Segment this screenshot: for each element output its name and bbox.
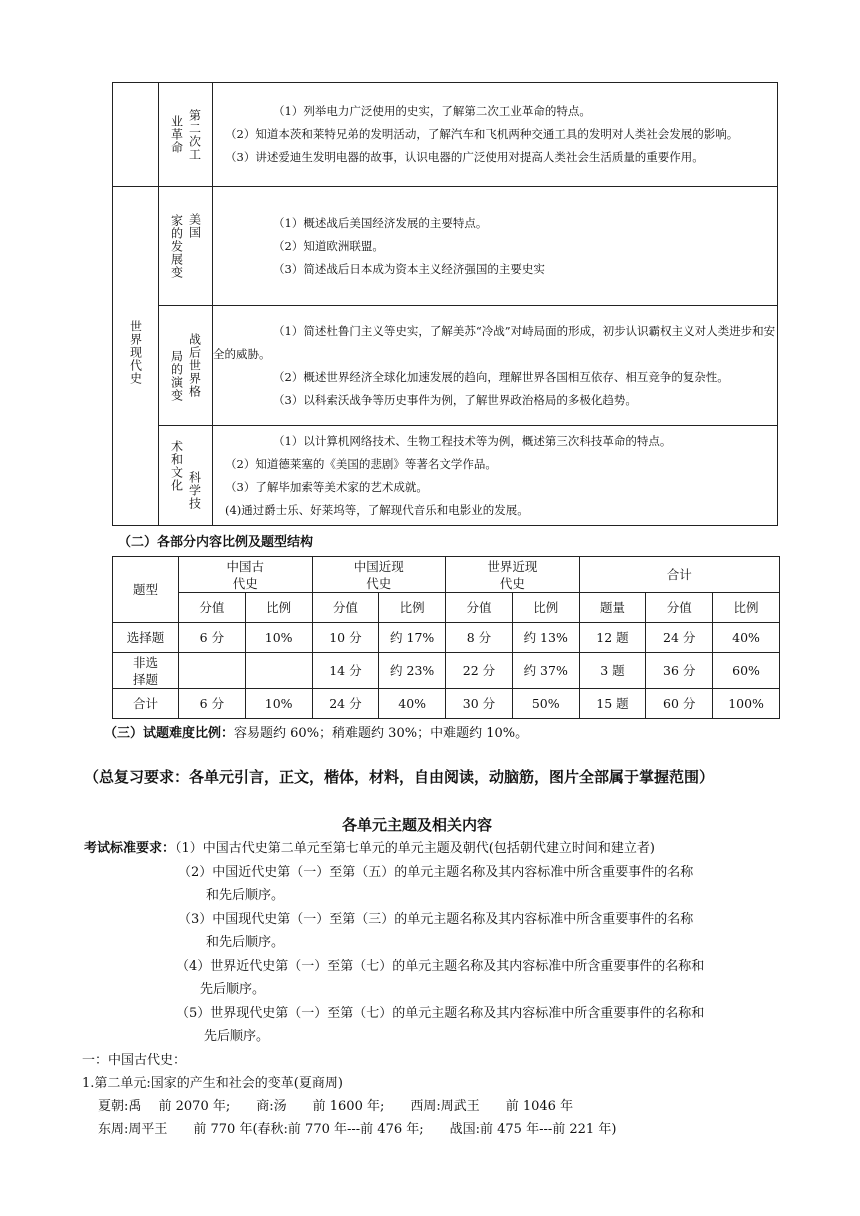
sub-header: 题量	[579, 593, 646, 623]
review-requirement: （总复习要求：各单元引言，正文，楷体，材料，自由阅读，动脑筋，图片全部属于掌握范围）	[84, 768, 715, 786]
table-cell: 22 分	[446, 653, 513, 689]
table-cell: 60 分	[646, 689, 713, 719]
group-header: 世界近现代史	[446, 557, 580, 593]
requirements-cell	[213, 83, 778, 187]
row-label: 合计	[113, 689, 179, 719]
dynasty-line: 东周:周平王 前 770 年(春秋:前 770 年---前 476 年; 战国:前 475 年---前 221 年)	[98, 1122, 617, 1137]
table-cell: 约 13%	[512, 623, 579, 653]
table-row	[113, 83, 778, 187]
table-row	[113, 557, 780, 593]
requirements-cell	[213, 426, 778, 526]
exam-std-label: 考试标准要求：	[84, 841, 176, 856]
table-row	[113, 306, 778, 426]
requirements-cell	[213, 187, 778, 306]
unit2-heading: 1.第二单元:国家的产生和社会的变革(夏商周)	[82, 1076, 343, 1091]
exam-std-item: （3）中国现代史第（一）至第（三）的单元主题名称及其内容标准中所含重要事件的名称	[178, 912, 694, 927]
era-cell	[113, 187, 159, 526]
sub-header: 分值	[446, 593, 513, 623]
sub-header: 分值	[179, 593, 246, 623]
table-cell: 10%	[245, 623, 312, 653]
table-cell: 24 分	[646, 623, 713, 653]
exam-std-item: 先后顺序。	[200, 982, 266, 997]
part1-heading: 一：中国古代史：	[82, 1053, 187, 1068]
sub-header: 比例	[512, 593, 579, 623]
table-cell: 10%	[245, 689, 312, 719]
table-cell: 约 17%	[379, 623, 446, 653]
unit-label-part2: 业革命	[169, 115, 184, 154]
ratio-table	[112, 556, 780, 719]
topics-title: 各单元主题及相关内容	[342, 816, 493, 834]
table-cell: 40%	[379, 689, 446, 719]
table-cell: 50%	[512, 689, 579, 719]
dynasty-line: 夏朝:禹 前 2070 年; 商:汤 前 1600 年; 西周:周武王 前 1046 年	[98, 1099, 574, 1114]
table-cell: 30 分	[446, 689, 513, 719]
difficulty-line	[104, 722, 528, 741]
req-item: （1）列举电力广泛使用的史实，了解第二次工业革命的特点。	[273, 104, 591, 118]
table-cell: 约 23%	[379, 653, 446, 689]
table-cell: 约 37%	[512, 653, 579, 689]
table-cell: 6 分	[179, 689, 246, 719]
req-item: （2）知道德莱塞的《美国的悲剧》等著名文学作品。	[225, 456, 497, 471]
curriculum-table	[112, 82, 778, 526]
req-item: （3）简述战后日本成为资本主义经济强国的主要史实	[273, 261, 545, 276]
table-cell: 8 分	[446, 623, 513, 653]
sub-header: 比例	[245, 593, 312, 623]
table-row	[113, 653, 780, 689]
table-row	[113, 593, 780, 623]
table-cell: 100%	[713, 689, 780, 719]
table-row	[113, 187, 778, 306]
exam-std-item: （2）中国近代史第（一）至第（五）的单元主题名称及其内容标准中所含重要事件的名称	[178, 865, 694, 880]
exam-std-line1: 考试标准要求：（1）中国古代史第二单元至第七单元的单元主题及朝代(包括朝代建立时间和建立者)	[84, 841, 655, 856]
req-item: (4)通过爵士乐、好莱坞等，了解现代音乐和电影业的发展。	[225, 502, 529, 517]
era-cell-empty	[113, 83, 159, 187]
section2-title: （二）各部分内容比例及题型结构	[118, 535, 314, 550]
unit-label-part1: 第二次工	[187, 108, 202, 161]
sub-header: 比例	[379, 593, 446, 623]
req-item: （1）简述杜鲁门主义等史实，了解美苏“冷战”对峙局面的形成，初步认识霸权主义对人类进步和安全的威胁。	[213, 323, 776, 361]
req-item: （2）概述世界经济全球化加速发展的趋向，理解世界各国相互依存、相互竞争的复杂性。	[273, 369, 729, 384]
requirements-cell	[213, 306, 778, 426]
header-type: 题型	[113, 557, 179, 623]
unit-cell: 术和文化 科学技	[159, 426, 213, 526]
table-cell: 14 分	[312, 653, 379, 689]
unit-cell: 局的演变 战后世界格	[159, 306, 213, 426]
sub-header: 分值	[312, 593, 379, 623]
table-cell: 24 分	[312, 689, 379, 719]
exam-std-item: 和先后顺序。	[206, 888, 285, 903]
table-cell: 15 题	[579, 689, 646, 719]
table-cell: 60%	[713, 653, 780, 689]
sub-header: 比例	[713, 593, 780, 623]
table-cell: 12 题	[579, 623, 646, 653]
table-cell: 10 分	[312, 623, 379, 653]
sub-header: 分值	[646, 593, 713, 623]
group-header: 中国近现代史	[312, 557, 446, 593]
req-item: （2）知道欧洲联盟。	[273, 238, 384, 253]
exam-std-item: 和先后顺序。	[206, 935, 285, 950]
difficulty-label: （三）试题难度比例：	[104, 726, 235, 741]
req-item: （3）以科索沃战争等历史事件为例，了解世界政治格局的多极化趋势。	[273, 392, 637, 407]
era-label: 世界现代史	[128, 319, 143, 385]
table-cell	[245, 653, 312, 689]
group-header: 中国古代史	[179, 557, 313, 593]
group-header: 合计	[579, 557, 779, 593]
unit-cell	[159, 83, 213, 187]
exam-std-item: （4）世界近代史第（一）至第（七）的单元主题名称及其内容标准中所含重要事件的名称和	[176, 959, 705, 974]
table-cell: 36 分	[646, 653, 713, 689]
table-row	[113, 623, 780, 653]
difficulty-text: 容易题约 60%；稍难题约 30%；中难题约 10%。	[234, 726, 529, 741]
req-item: （1）概述战后美国经济发展的主要特点。	[273, 215, 488, 230]
req-item: （3）了解毕加索等美术家的艺术成就。	[225, 479, 428, 494]
table-cell: 40%	[713, 623, 780, 653]
req-item: （3）讲述爱迪生发明电器的故事，认识电器的广泛使用对提高人类社会生活质量的重要作用。	[225, 150, 704, 164]
req-item: （2）知道本茨和莱特兄弟的发明活动，了解汽车和飞机两种交通工具的发明对人类社会发展的影响。	[225, 127, 739, 141]
unit-cell: 家的发展变 美国	[159, 187, 213, 306]
exam-std-item: （5）世界现代史第（一）至第（七）的单元主题名称及其内容标准中所含重要事件的名称和	[176, 1006, 705, 1021]
exam-std-item: 先后顺序。	[204, 1029, 270, 1044]
table-cell: 3 题	[579, 653, 646, 689]
table-row	[113, 426, 778, 526]
table-cell: 6 分	[179, 623, 246, 653]
req-item: （1）以计算机网络技术、生物工程技术等为例，概述第三次科技革命的特点。	[273, 433, 672, 448]
row-label: 选择题	[113, 623, 179, 653]
table-cell	[179, 653, 246, 689]
table-row	[113, 689, 780, 719]
row-label: 非选择题	[113, 653, 179, 689]
